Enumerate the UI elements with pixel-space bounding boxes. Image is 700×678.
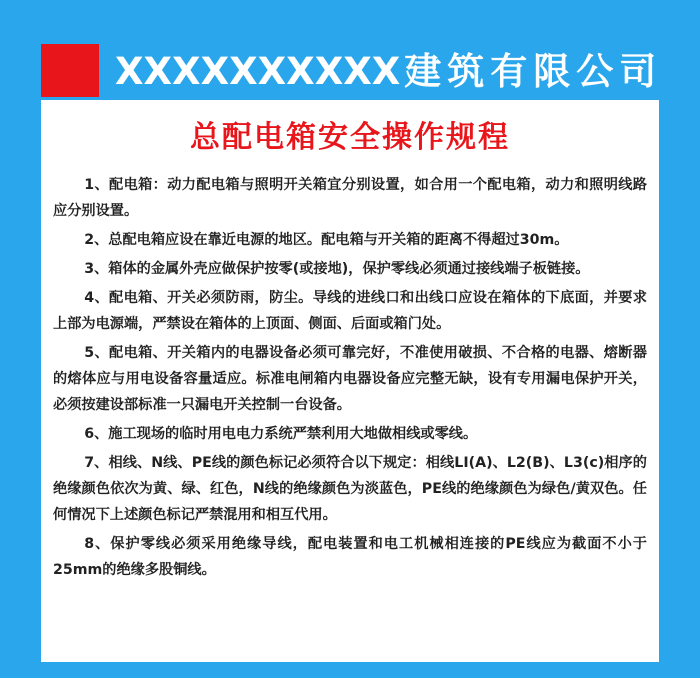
company-name-text: 建筑有限公司 xyxy=(404,50,663,93)
page-title: 总配电箱安全操作规程 xyxy=(190,120,510,155)
rule-item-5: 5、配电箱、开关箱内的电器设备必须可靠完好，不准使用破损、不合格的电器、熔断器的熔体应与用电设备容量适应。标准电闸箱内电器设备应完整无缺，设有专用漏电保护开关，必须按建设部标准一只漏电开关控制一台设备。 xyxy=(53,345,647,413)
rule-item-2: 2、总配电箱应设在靠近电源的地区。配电箱与开关箱的距离不得超过30m。 xyxy=(84,232,569,248)
rule-item-1: 1、配电箱：动力配电箱与照明开关箱宜分别设置，如合用一个配电箱，动力和照明线路应分别设置。 xyxy=(53,177,647,219)
company-code: XXXXXXXXXX xyxy=(115,50,401,93)
rule-item-7: 7、相线、N线、PE线的颜色标记必须符合以下规定：相线LI(A)、L2(B)、L3(c)相序的绝缘颜色依次为黄、绿、红色，N线的绝缘颜色为淡蓝色，PE线的绝缘颜色为绿色/黄双色。任何情况下上述颜色标记严禁混用和相互代用。 xyxy=(53,455,647,523)
rule-item-3: 3、箱体的金属外壳应做保护按零(或接地)，保护零线必须通过接线端子板链接。 xyxy=(84,261,590,277)
company-name xyxy=(115,46,662,98)
red-accent-block xyxy=(41,44,99,97)
rule-item-6: 6、施工现场的临时用电电力系统严禁利用大地做相线或零线。 xyxy=(84,426,478,442)
rule-item-8: 8、保护零线必须采用绝缘导线，配电装置和电工机械相连接的PE线应为截面不小于25mm的绝缘多股铜线。 xyxy=(53,536,647,578)
rules-list xyxy=(53,172,647,586)
rule-item-4: 4、配电箱、开关必须防雨，防尘。导线的进线口和出线口应设在箱体的下底面，并要求上部为电源端，严禁设在箱体的上顶面、侧面、后面或箱门处。 xyxy=(53,290,647,332)
header-bar xyxy=(0,0,700,100)
notice-panel xyxy=(41,100,659,662)
